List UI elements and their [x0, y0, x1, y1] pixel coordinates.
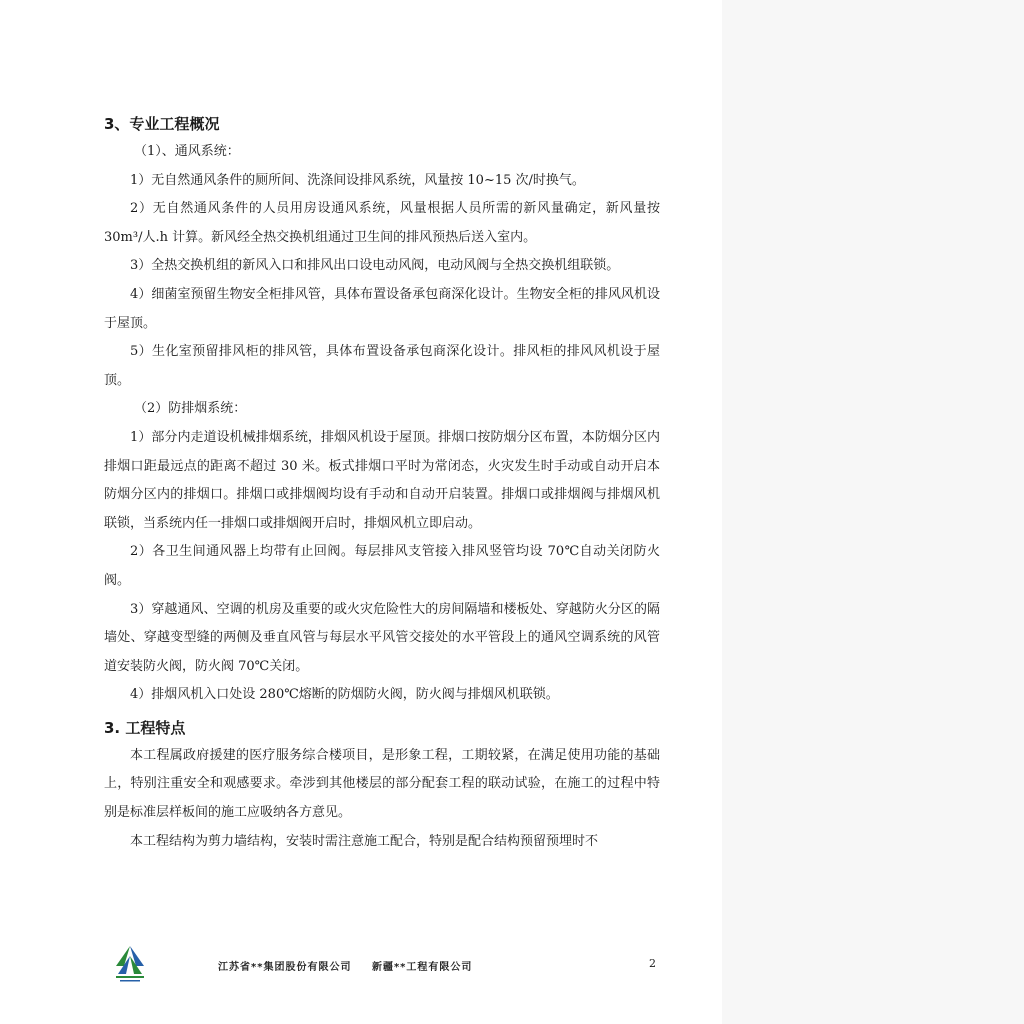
- smoke-heading: （2）防排烟系统：: [134, 401, 247, 417]
- vent-paragraph-3: 3）全热交换机组的新风入口和排风出口设电动风阀，电动风阀与全热交换机组联锁。: [130, 258, 620, 274]
- features-paragraph-1: 本工程属政府援建的医疗服务综合楼项目，是形象工程，工期较紧，在满足使用功能的基础上，特别注重安全和观感要求。牵涉到其他楼层的部分配套工程的联动试验，在施工的过程中特别是标准层样板间的施工应吸纳各方意见。: [104, 747, 660, 821]
- features-heading: 3. 工程特点: [104, 718, 186, 737]
- page-number: 2: [649, 957, 656, 970]
- smoke-paragraph-4: 4）排烟风机入口处设 280℃熔断的防烟防火阀，防火阀与排烟风机联锁。: [130, 687, 559, 703]
- features-paragraph-2: 本工程结构为剪力墙结构，安装时需注意施工配合，特别是配合结构预留预埋时不: [130, 833, 599, 849]
- smoke-paragraph-3: 3）穿越通风、空调的机房及重要的或火灾危险性大的房间隔墙和楼板处、穿越防火分区的隔墙处、穿越变型缝的两侧及垂直风管与每层水平风管交接处的水平管段上的通风空调系统的风管道安装防火阀，防火阀 70℃关闭。: [104, 601, 660, 674]
- smoke-paragraph-1: 1）部分内走道设机械排烟系统，排烟风机设于屋顶。排烟口按防烟分区布置，本防烟分区内排烟口距最远点的距离不超过 30 米。板式排烟口平时为常闭态，火灾发生时手动或自动开启本防烟分区内的排烟口。排烟口或排烟阀均设有手动和自动开启装置。排烟口或排烟阀与排烟风机联锁，当系统内任一排烟口或排烟阀开启时，排烟风机立即启动。: [104, 429, 660, 531]
- vent-paragraph-2: 2）无自然通风条件的人员用房设通风系统，风量根据人员所需的新风量确定，新风量按 30m³/人.h 计算。新风经全热交换机组通过卫生间的排风预热后送入室内。: [104, 201, 660, 245]
- page-footer: [110, 944, 662, 984]
- smoke-paragraph-2: 2）各卫生间通风器上均带有止回阀。每层排风支管接入排风竖管均设 70℃自动关闭防火阀。: [104, 544, 660, 588]
- section-heading: 3、专业工程概况: [104, 115, 220, 133]
- page-content: [104, 110, 660, 856]
- footer-company-2: 新疆**工程有限公司: [371, 962, 473, 973]
- footer-companies: [218, 958, 472, 973]
- vent-paragraph-5: 5）生化室预留排风柜的排风管，具体布置设备承包商深化设计。排风柜的排风风机设于屋顶。: [104, 344, 660, 388]
- company-logo-icon: [110, 944, 150, 984]
- background-strip: [722, 0, 1024, 1024]
- vent-paragraph-1: 1）无自然通风条件的厕所间、洗涤间设排风系统，风量按 10~15 次/时换气。: [130, 172, 585, 188]
- vent-paragraph-4: 4）细菌室预留生物安全柜排风管，具体布置设备承包商深化设计。生物安全柜的排风风机设于屋顶。: [104, 286, 660, 331]
- vent-heading: （1）、通风系统：: [134, 144, 240, 159]
- footer-company-1: 江苏省**集团股份有限公司: [218, 962, 352, 973]
